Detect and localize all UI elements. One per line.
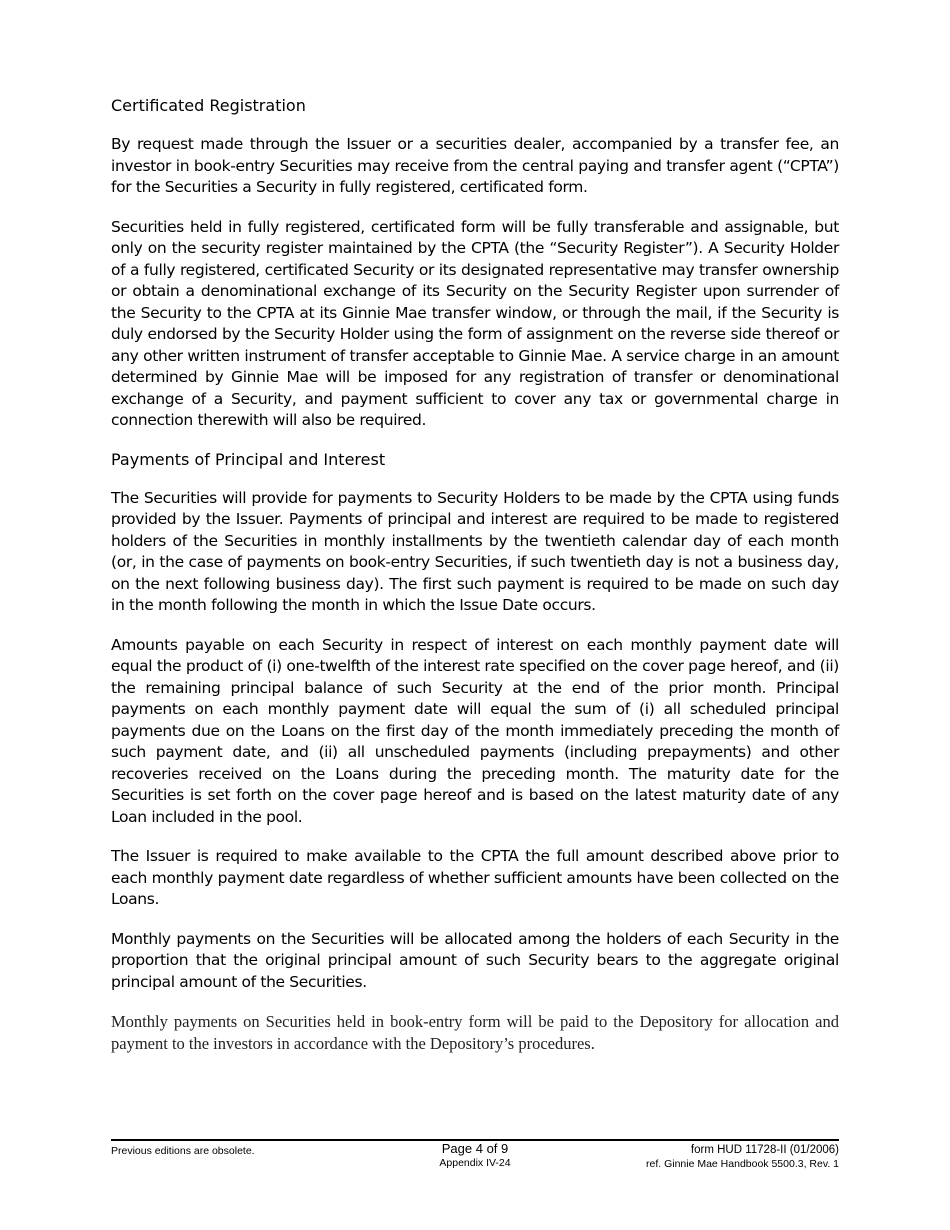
footer-obsolete-note: Previous editions are obsolete.: [111, 1145, 255, 1157]
paragraph-allocation: Monthly payments on the Securities will be allocated among the holders of each Security in the proportion that the original principal amount of such Security bears to the aggregate original principal amount of the Securities.: [111, 929, 839, 991]
heading-payments-principal-interest: Payments of Principal and Interest: [111, 449, 386, 469]
heading-certificated-registration: Certificated Registration: [111, 96, 306, 115]
footer-handbook-ref: ref. Ginnie Mae Handbook 5500.3, Rev. 1: [645, 1158, 839, 1170]
footer-appendix: Appendix IV-24: [439, 1157, 511, 1169]
document-body: [111, 96, 839, 1072]
paragraph-payments-schedule: The Securities will provide for payments to Security Holders to be made by the CPTA using funds provided by the Issuer. Payments of principal and interest are required to be made to registered holders of the Securities in monthly installments by the twentieth calendar day of each month (or, in the case of payments on book-entry Securities, if such twentieth day is not a business day, on the next following business day). The first such payment is required to be made on such day in the month following the month in which the Issue Date occurs.: [111, 488, 839, 614]
paragraph-amounts-payable: Amounts payable on each Security in respect of interest on each monthly payment date will equal the product of (i) one-twelfth of the interest rate specified on the cover page hereof, and (ii) the remaining principal balance of such Security at the end of the prior month. Principal payments on each monthly payment date will equal the sum of (i) all scheduled principal payments due on the Loans on the first day of the month immediately preceding the month of such payment date, and (ii) all unscheduled payments (including prepayments) and other recoveries received on the Loans during the preceding month. The maturity date for the Securities is set forth on the cover page hereof and is based on the latest maturity date of any Loan included in the pool.: [111, 635, 839, 826]
footer-page-number: Page 4 of 9: [441, 1141, 509, 1156]
paragraph-security-register: Securities held in fully registered, certificated form will be fully transferable and assignable, but only on the security register maintained by the CPTA (the “Security Register”). A Security Holder of a fully registered, certificated Security or its designated representative may transfer ownership or obtain a denominational exchange of its Security on the Security Register upon surrender of the Security to the CPTA at its Ginnie Mae transfer window, or through the mail, if the Security is duly endorsed by the Security Holder using the form of assignment on the reverse side thereof or any other written instrument of transfer acceptable to Ginnie Mae. A service charge in an amount determined by Ginnie Mae will be imposed for any registration of transfer or denominational exchange of a Security, and payment sufficient to cover any tax or governmental charge in connection therewith will also be required.: [111, 217, 839, 429]
footer-form-info: [646, 1143, 839, 1171]
paragraph-certificated-request: By request made through the Issuer or a securities dealer, accompanied by a transfer fee, an investor in book-entry Securities may receive from the central paying and transfer agent (“CPTA”) for the Securities a Security in fully registered, certificated form.: [111, 135, 839, 196]
paragraph-issuer-availability: The Issuer is required to make available to the CPTA the full amount described above prior to each monthly payment date regardless of whether sufficient amounts have been collected on the Loans.: [111, 847, 839, 908]
footer-form-number: form HUD 11728-II (01/2006): [690, 1144, 839, 1156]
paragraph-book-entry-payments: Monthly payments on Securities held in book-entry form will be paid to the Depository for allocation and payment to the investors in accordance with the Depository’s procedures.: [111, 1012, 839, 1053]
